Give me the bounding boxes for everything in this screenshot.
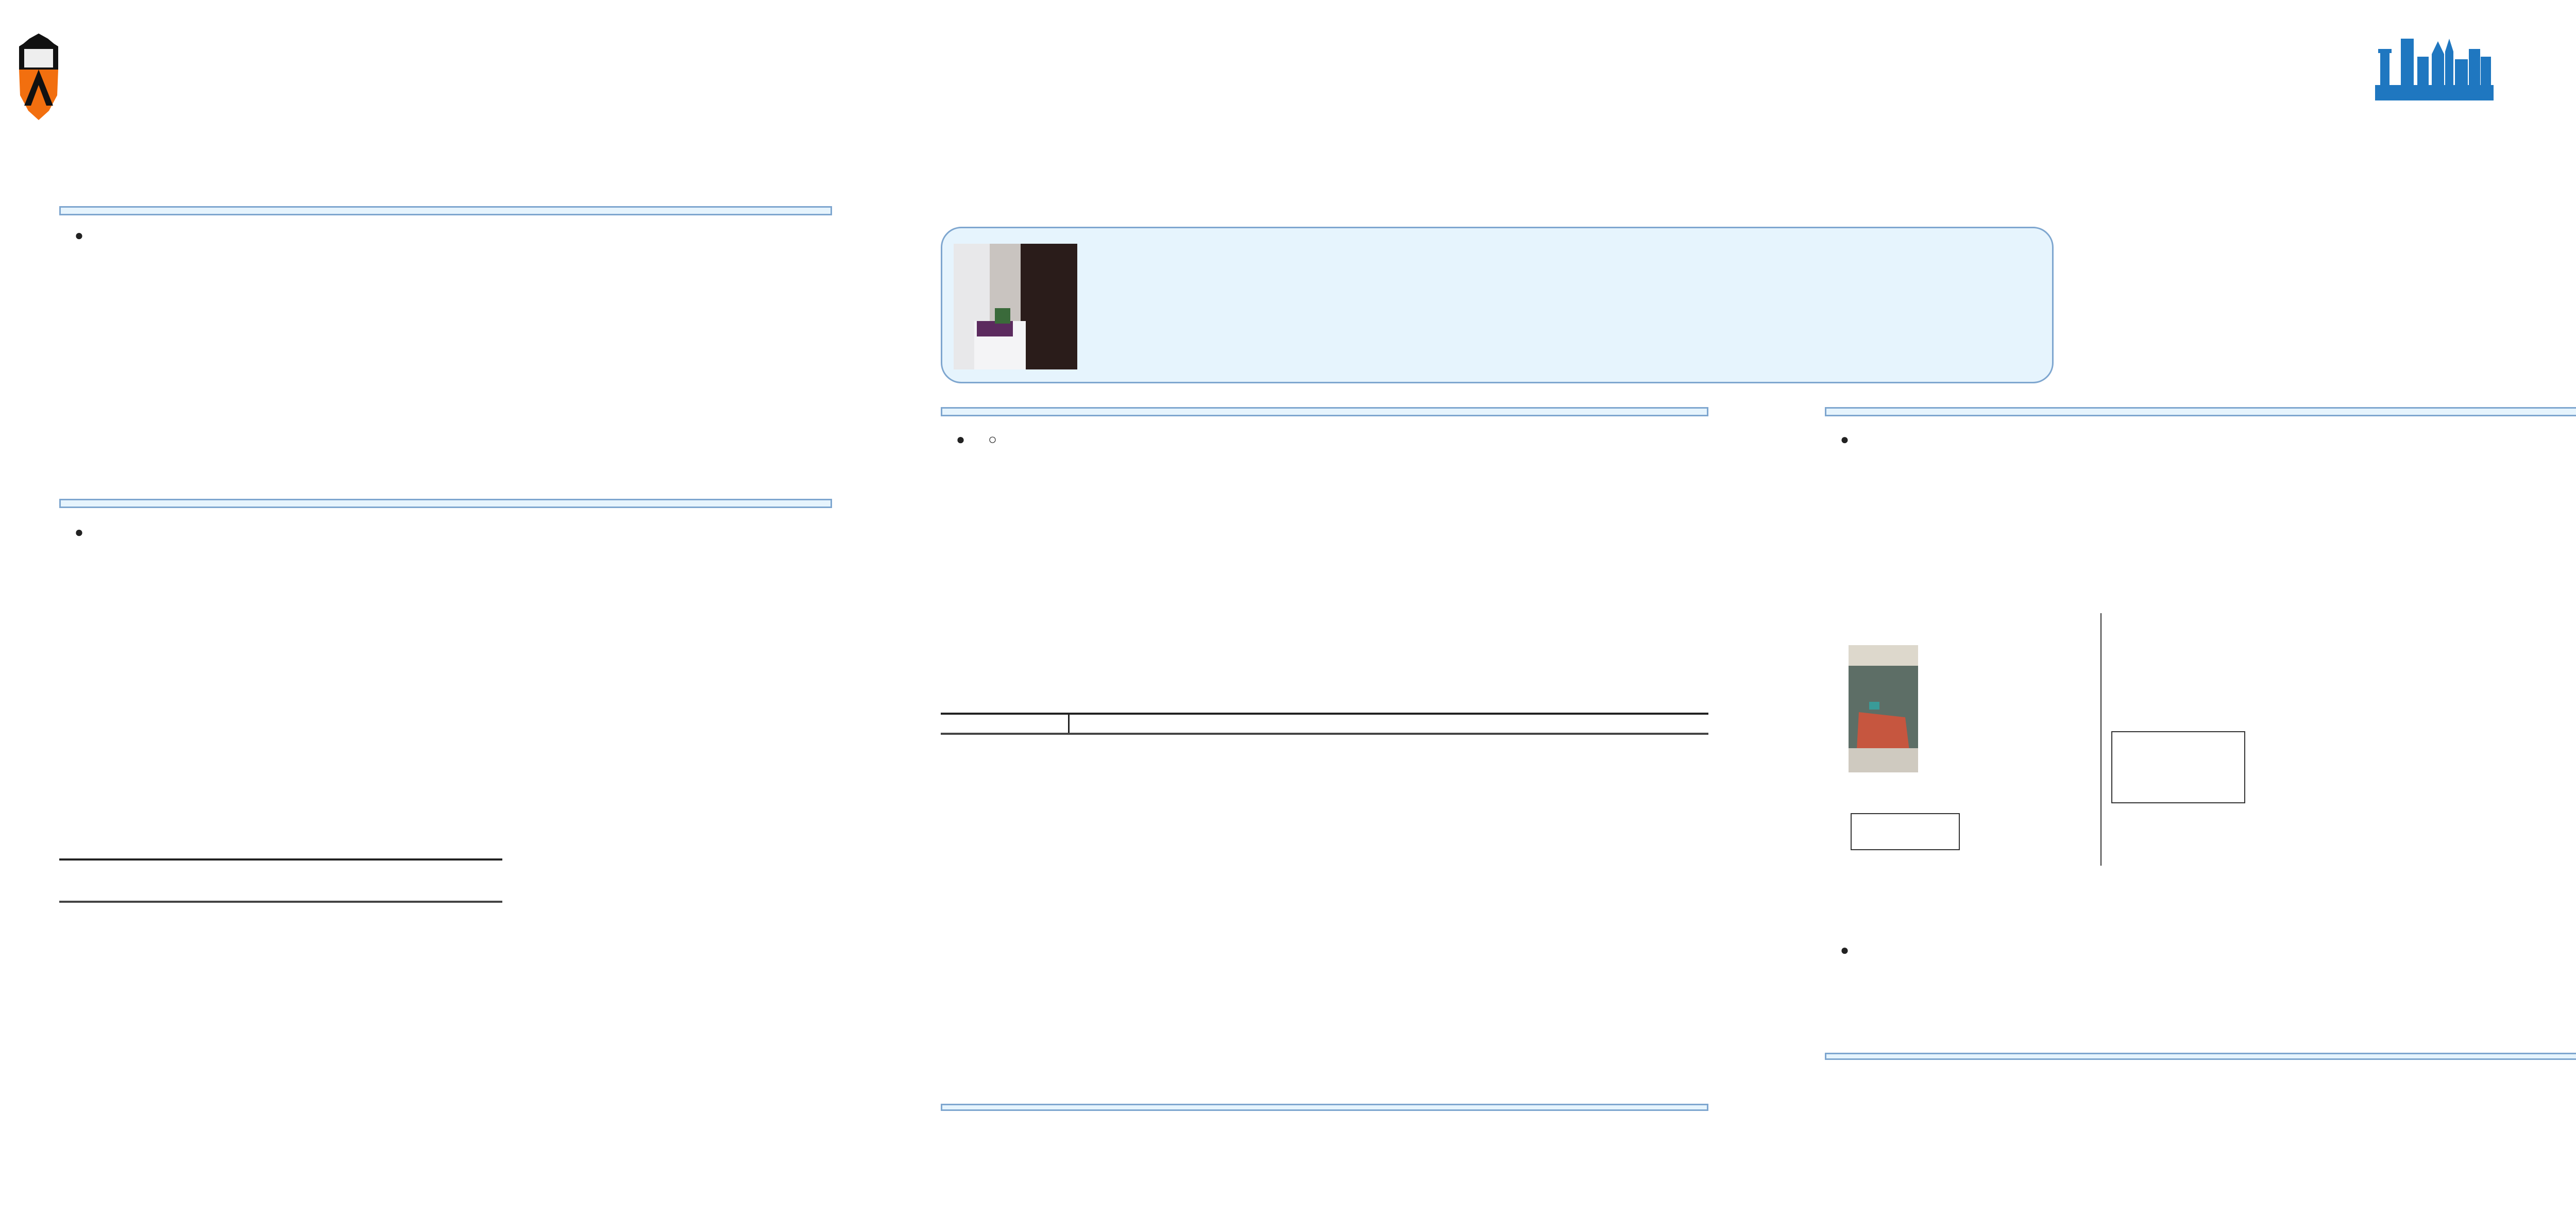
section3 <box>1825 407 2576 425</box>
vancouver-skyline-icon <box>2375 28 2494 100</box>
figure1-box <box>941 227 2054 383</box>
bedroom-study-photo <box>1849 645 1918 772</box>
princeton-logo <box>18 33 327 121</box>
th-score <box>236 881 325 902</box>
princeton-shield-icon <box>18 33 59 121</box>
section1 <box>59 499 832 517</box>
th-concepts <box>1069 714 1708 734</box>
th-concept <box>325 881 414 902</box>
section1-heading <box>59 499 832 508</box>
th-scene <box>941 714 1069 734</box>
netdissect-table <box>59 858 502 903</box>
references-heading <box>1825 1053 2576 1060</box>
part2-question-box <box>2111 731 2245 803</box>
funding-section <box>941 1104 1708 1113</box>
figure2 <box>510 876 829 1076</box>
funding-heading <box>941 1104 1708 1111</box>
part1-question-box <box>1851 813 1960 850</box>
overview-heading <box>59 206 832 215</box>
table2 <box>941 713 1708 738</box>
th-ade20k <box>148 859 325 881</box>
overview-section <box>59 206 832 221</box>
table1 <box>59 858 502 907</box>
part-divider <box>2100 613 2102 866</box>
part2 <box>2108 613 2299 803</box>
ibd-table <box>941 713 1708 735</box>
bedroom-photo <box>954 244 1077 369</box>
section2 <box>941 407 1708 425</box>
section2-heading <box>941 407 1708 416</box>
section3-heading <box>1825 407 2576 416</box>
simplicity-correctness-charts <box>2108 626 2304 729</box>
th-pascal <box>325 859 502 881</box>
th-neuron <box>59 859 148 902</box>
th-concept <box>148 881 236 902</box>
figure3 <box>1844 613 2576 866</box>
references-section <box>1825 1053 2576 1062</box>
cvpr-logo <box>2267 28 2576 131</box>
cosine-similarity-histogram <box>510 876 829 1072</box>
th-score <box>414 881 502 902</box>
